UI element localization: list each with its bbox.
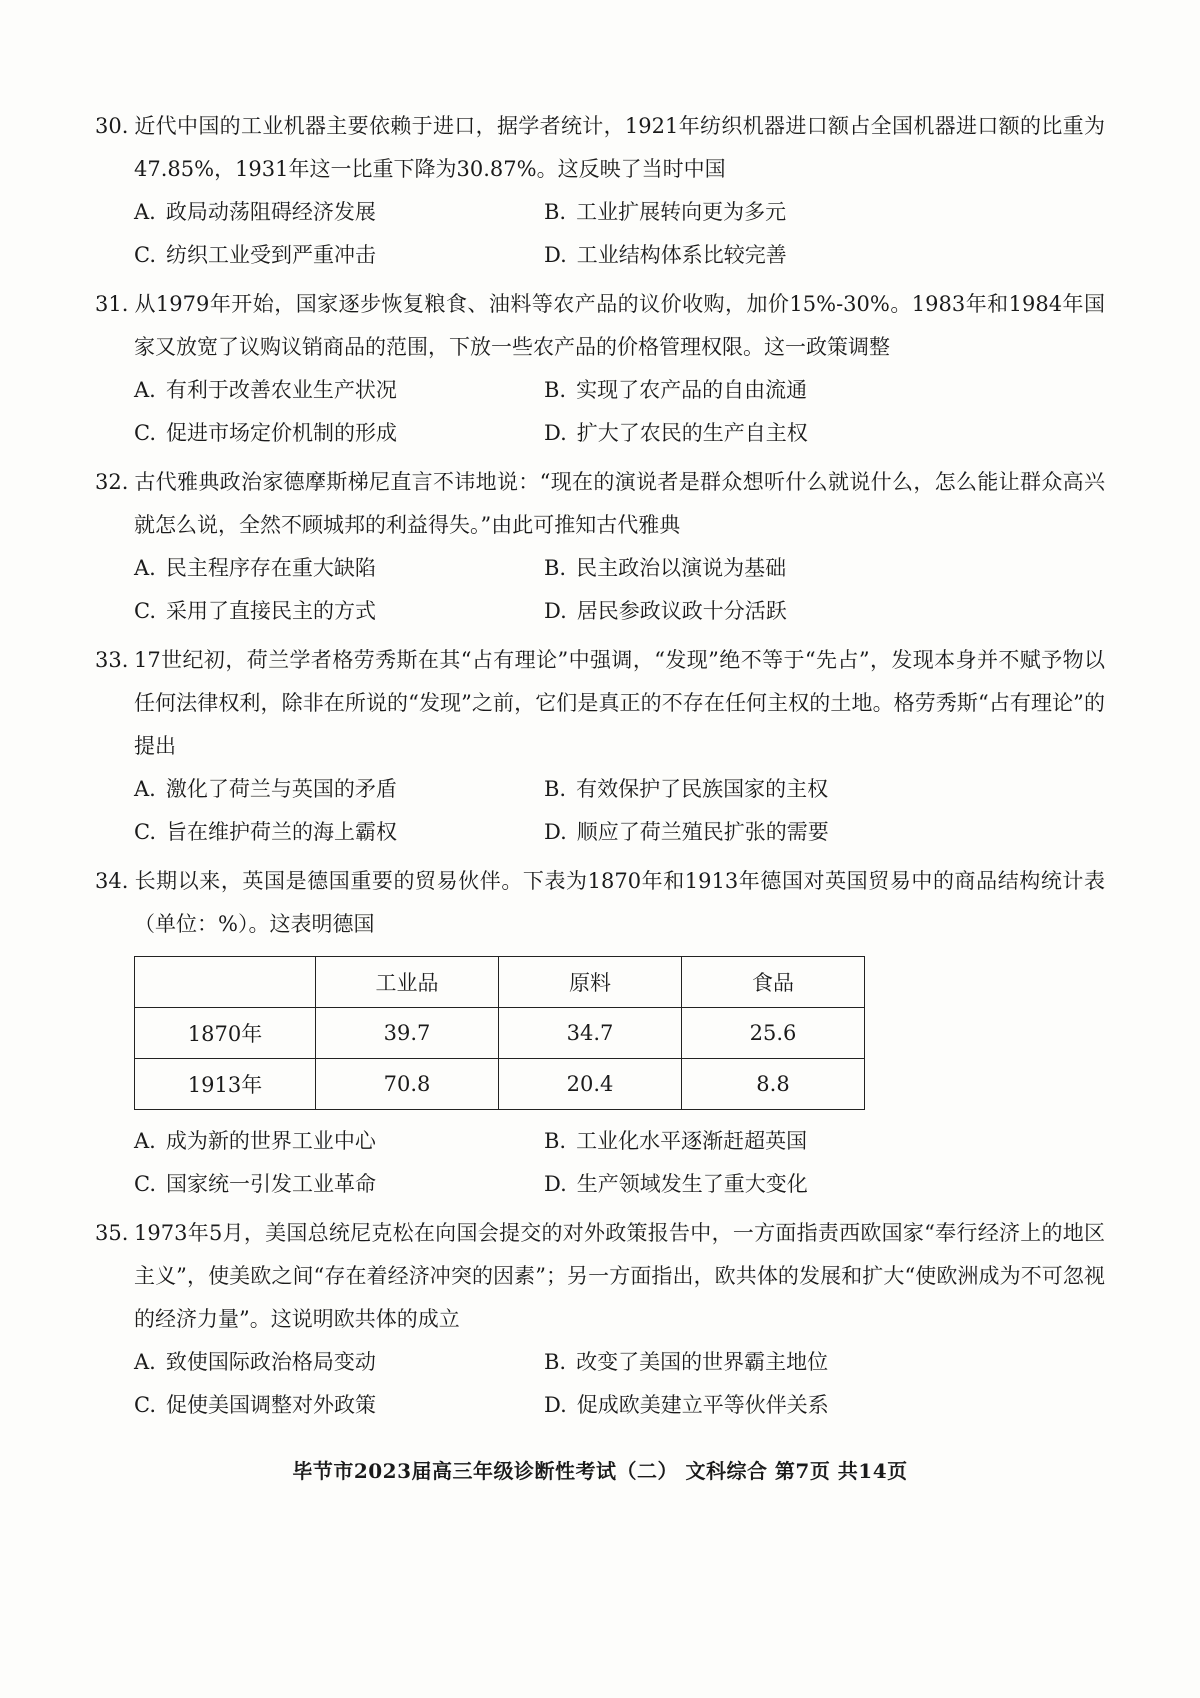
option-b: B. 有效保护了民族国家的主权 [544, 777, 829, 801]
table-cell: 1913年 [135, 1059, 316, 1110]
option-b: B. 工业化水平逐渐赶超英国 [544, 1129, 808, 1153]
option-d: D. 生产领域发生了重大变化 [544, 1172, 808, 1196]
option-a: A. 激化了荷兰与英国的矛盾 [134, 777, 397, 801]
option-d: D. 促成欧美建立平等伙伴关系 [544, 1393, 829, 1417]
question-stem [95, 639, 1105, 768]
table-cell: 25.6 [682, 1008, 865, 1059]
table-header-cell [135, 957, 316, 1008]
options [95, 1341, 1105, 1427]
trade-structure-table [134, 956, 865, 1110]
option-a: A. 民主程序存在重大缺陷 [134, 556, 376, 580]
question-text: 从1979年开始，国家逐步恢复粮食、油料等农产品的议价收购，加价15%-30%。1983年和1984年国家又放宽了议购议销商品的范围，下放一些农产品的价格管理权限。这一政策调整 [134, 292, 1105, 359]
options [95, 768, 1105, 854]
options [95, 369, 1105, 455]
question-33 [95, 639, 1105, 854]
options [95, 547, 1105, 633]
table-header-cell: 工业品 [316, 957, 499, 1008]
option-c: C. 旨在维护荷兰的海上霸权 [134, 820, 397, 844]
question-number: 30. [95, 114, 129, 138]
question-number: 35. [95, 1221, 129, 1245]
exam-page [95, 105, 1105, 1433]
option-d: D. 扩大了农民的生产自主权 [544, 421, 808, 445]
question-text: 长期以来，英国是德国重要的贸易伙伴。下表为1870年和1913年德国对英国贸易中的商品结构统计表（单位：%）。这表明德国 [134, 869, 1105, 936]
table-cell: 8.8 [682, 1059, 865, 1110]
option-d: D. 居民参政议政十分活跃 [544, 599, 787, 623]
option-d: D. 顺应了荷兰殖民扩张的需要 [544, 820, 829, 844]
table-header-cell: 食品 [682, 957, 865, 1008]
question-32 [95, 461, 1105, 633]
question-31 [95, 283, 1105, 455]
option-a: A. 政局动荡阻碍经济发展 [134, 200, 376, 224]
table-cell: 1870年 [135, 1008, 316, 1059]
question-stem [95, 1212, 1105, 1341]
question-stem [95, 860, 1105, 946]
option-c: C. 促进市场定价机制的形成 [134, 421, 397, 445]
table-header-row [135, 957, 865, 1008]
question-number: 34. [95, 869, 129, 893]
option-a: A. 致使国际政治格局变动 [134, 1350, 376, 1374]
question-30 [95, 105, 1105, 277]
option-d: D. 工业结构体系比较完善 [544, 243, 787, 267]
question-text: 近代中国的工业机器主要依赖于进口，据学者统计，1921年纺织机器进口额占全国机器进口额的比重为47.85%，1931年这一比重下降为30.87%。这反映了当时中国 [134, 114, 1105, 181]
option-b: B. 改变了美国的世界霸主地位 [544, 1350, 829, 1374]
table-cell: 39.7 [316, 1008, 499, 1059]
table-header-cell: 原料 [499, 957, 682, 1008]
question-text: 古代雅典政治家德摩斯梯尼直言不讳地说：“现在的演说者是群众想听什么就说什么，怎么能让群众高兴就怎么说，全然不顾城邦的利益得失。”由此可推知古代雅典 [134, 470, 1105, 537]
option-c: C. 国家统一引发工业革命 [134, 1172, 376, 1196]
question-text: 17世纪初，荷兰学者格劳秀斯在其“占有理论”中强调，“发现”绝不等于“先占”，发现本身并不赋予物以任何法律权利，除非在所说的“发现”之前，它们是真正的不存在任何主权的土地。格劳秀斯“占有理论”的提出 [134, 648, 1105, 758]
question-34 [95, 860, 1105, 1206]
page-footer: 毕节市2023届高三年级诊断性考试（二） 文科综合 第7页 共14页 [292, 1459, 908, 1483]
option-b: B. 实现了农产品的自由流通 [544, 378, 808, 402]
option-a: A. 有利于改善农业生产状况 [134, 378, 397, 402]
question-text: 1973年5月，美国总统尼克松在向国会提交的对外政策报告中，一方面指责西欧国家“奉行经济上的地区主义”，使美欧之间“存在着经济冲突的因素”；另一方面指出，欧共体的发展和扩大“使欧洲成为不可忽视的经济力量”。这说明欧共体的成立 [134, 1221, 1105, 1331]
question-stem [95, 105, 1105, 191]
table-row [135, 1008, 865, 1059]
option-a: A. 成为新的世界工业中心 [134, 1129, 376, 1153]
question-stem [95, 461, 1105, 547]
question-number: 31. [95, 292, 129, 316]
option-c: C. 纺织工业受到严重冲击 [134, 243, 376, 267]
option-c: C. 促使美国调整对外政策 [134, 1393, 376, 1417]
options [95, 1120, 1105, 1206]
options [95, 191, 1105, 277]
table-cell: 70.8 [316, 1059, 499, 1110]
table-cell: 20.4 [499, 1059, 682, 1110]
option-c: C. 采用了直接民主的方式 [134, 599, 376, 623]
table-row [135, 1059, 865, 1110]
question-stem [95, 283, 1105, 369]
question-number: 33. [95, 648, 129, 672]
question-number: 32. [95, 470, 129, 494]
option-b: B. 工业扩展转向更为多元 [544, 200, 787, 224]
table-cell: 34.7 [499, 1008, 682, 1059]
option-b: B. 民主政治以演说为基础 [544, 556, 787, 580]
question-35 [95, 1212, 1105, 1427]
